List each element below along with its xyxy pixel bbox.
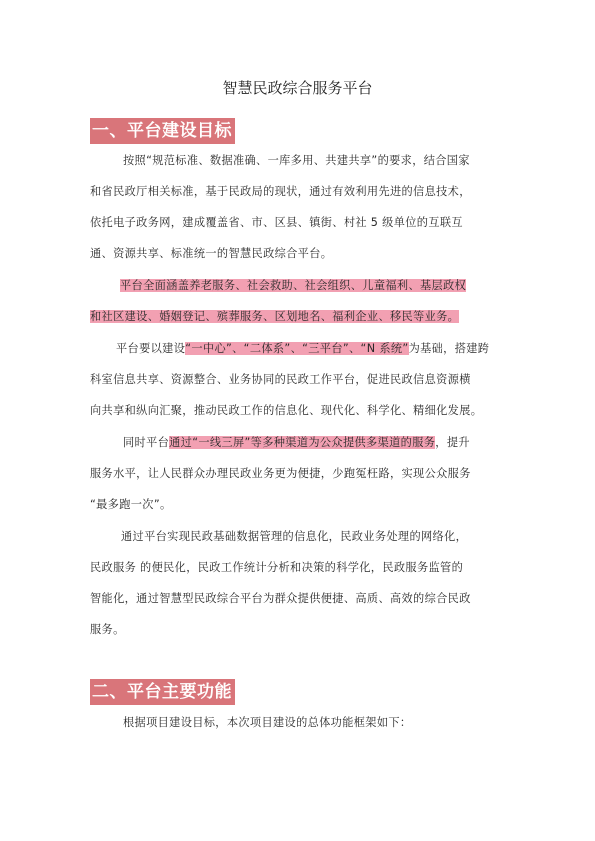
paragraph-line: 服务。: [90, 623, 125, 636]
paragraph-line-wrap: [90, 301, 508, 332]
text-segment: ，提升: [435, 436, 470, 449]
paragraph-line: 向共享和纵向汇聚，推动民政工作的信息化、现代化、科学化、精细化发展。: [90, 404, 483, 417]
text-segment: 为基础，搭建跨: [408, 342, 490, 355]
paragraph-line: 和省民政厅相关标准，基于民政局的现状，通过有效利用先进的信息技术，: [90, 185, 471, 198]
paragraph-line: 智能化，通过智慧型民政综合平台为群众提供便捷、高质、高效的综合民政: [90, 592, 471, 605]
paragraph-line: 根据项目建设目标，本次项目建设的总体功能框架如下：: [123, 716, 412, 729]
section-heading-goals: 一、平台建设目标: [90, 118, 235, 144]
paragraph-line-wrap: [90, 333, 508, 364]
paragraph-business-scope: [90, 270, 508, 332]
highlighted-text: 平台全面涵盖养老服务、社会救助、社会组织、儿童福利、基层政权: [120, 279, 467, 292]
paragraph-line: 依托电子政务网，建成覆盖省、市、区县、镇街、村社 5 级单位的互联互: [90, 216, 463, 229]
paragraph-line: 按照“规范标准、数据准确、一库多用、共建共享”的要求，结合国家: [123, 154, 470, 167]
paragraph-standards: [90, 145, 508, 269]
text-segment: 同时平台: [123, 436, 170, 449]
paragraph-foundation: [90, 333, 508, 426]
paragraph-line: 通、资源共享、标准统一的智慧民政综合平台。: [90, 247, 333, 260]
paragraph-line: 民政服务 的便民化，民政工作统计分析和决策的科学化，民政服务监管的: [90, 561, 464, 574]
paragraph-line: 科室信息共享、资源整合、业务协同的民政工作平台，促进民政信息资源横: [90, 373, 471, 386]
paragraph-line: 通过平台实现民政基础数据管理的信息化，民政业务处理的网络化，: [121, 530, 468, 543]
text-segment: 平台要以建设: [116, 342, 186, 355]
document-title: 智慧民政综合服务平台: [222, 79, 373, 97]
paragraph-line-wrap: [90, 270, 508, 301]
paragraph-line: “最多跑一次”。: [90, 498, 172, 511]
paragraph-line: 服务水平，让人民群众办理民政业务更为便捷，少跑冤枉路，实现公众服务: [90, 467, 471, 480]
highlighted-text: 和社区建设、婚姻登记、殡葬服务、区划地名、福利企业、移民等业务。: [90, 310, 460, 323]
highlighted-text: 通过“一线三屏”等多种渠道为公众提供多渠道的服务: [169, 436, 436, 449]
paragraph-framework-intro: [90, 707, 508, 738]
paragraph-informatization: [90, 521, 508, 645]
section-heading-functions: 二、平台主要功能: [90, 679, 235, 705]
paragraph-channels: [90, 427, 508, 520]
highlighted-text: “一中心”、“二体系”、“三平台”、“N 系统”: [185, 342, 409, 355]
paragraph-line-wrap: [90, 427, 508, 458]
